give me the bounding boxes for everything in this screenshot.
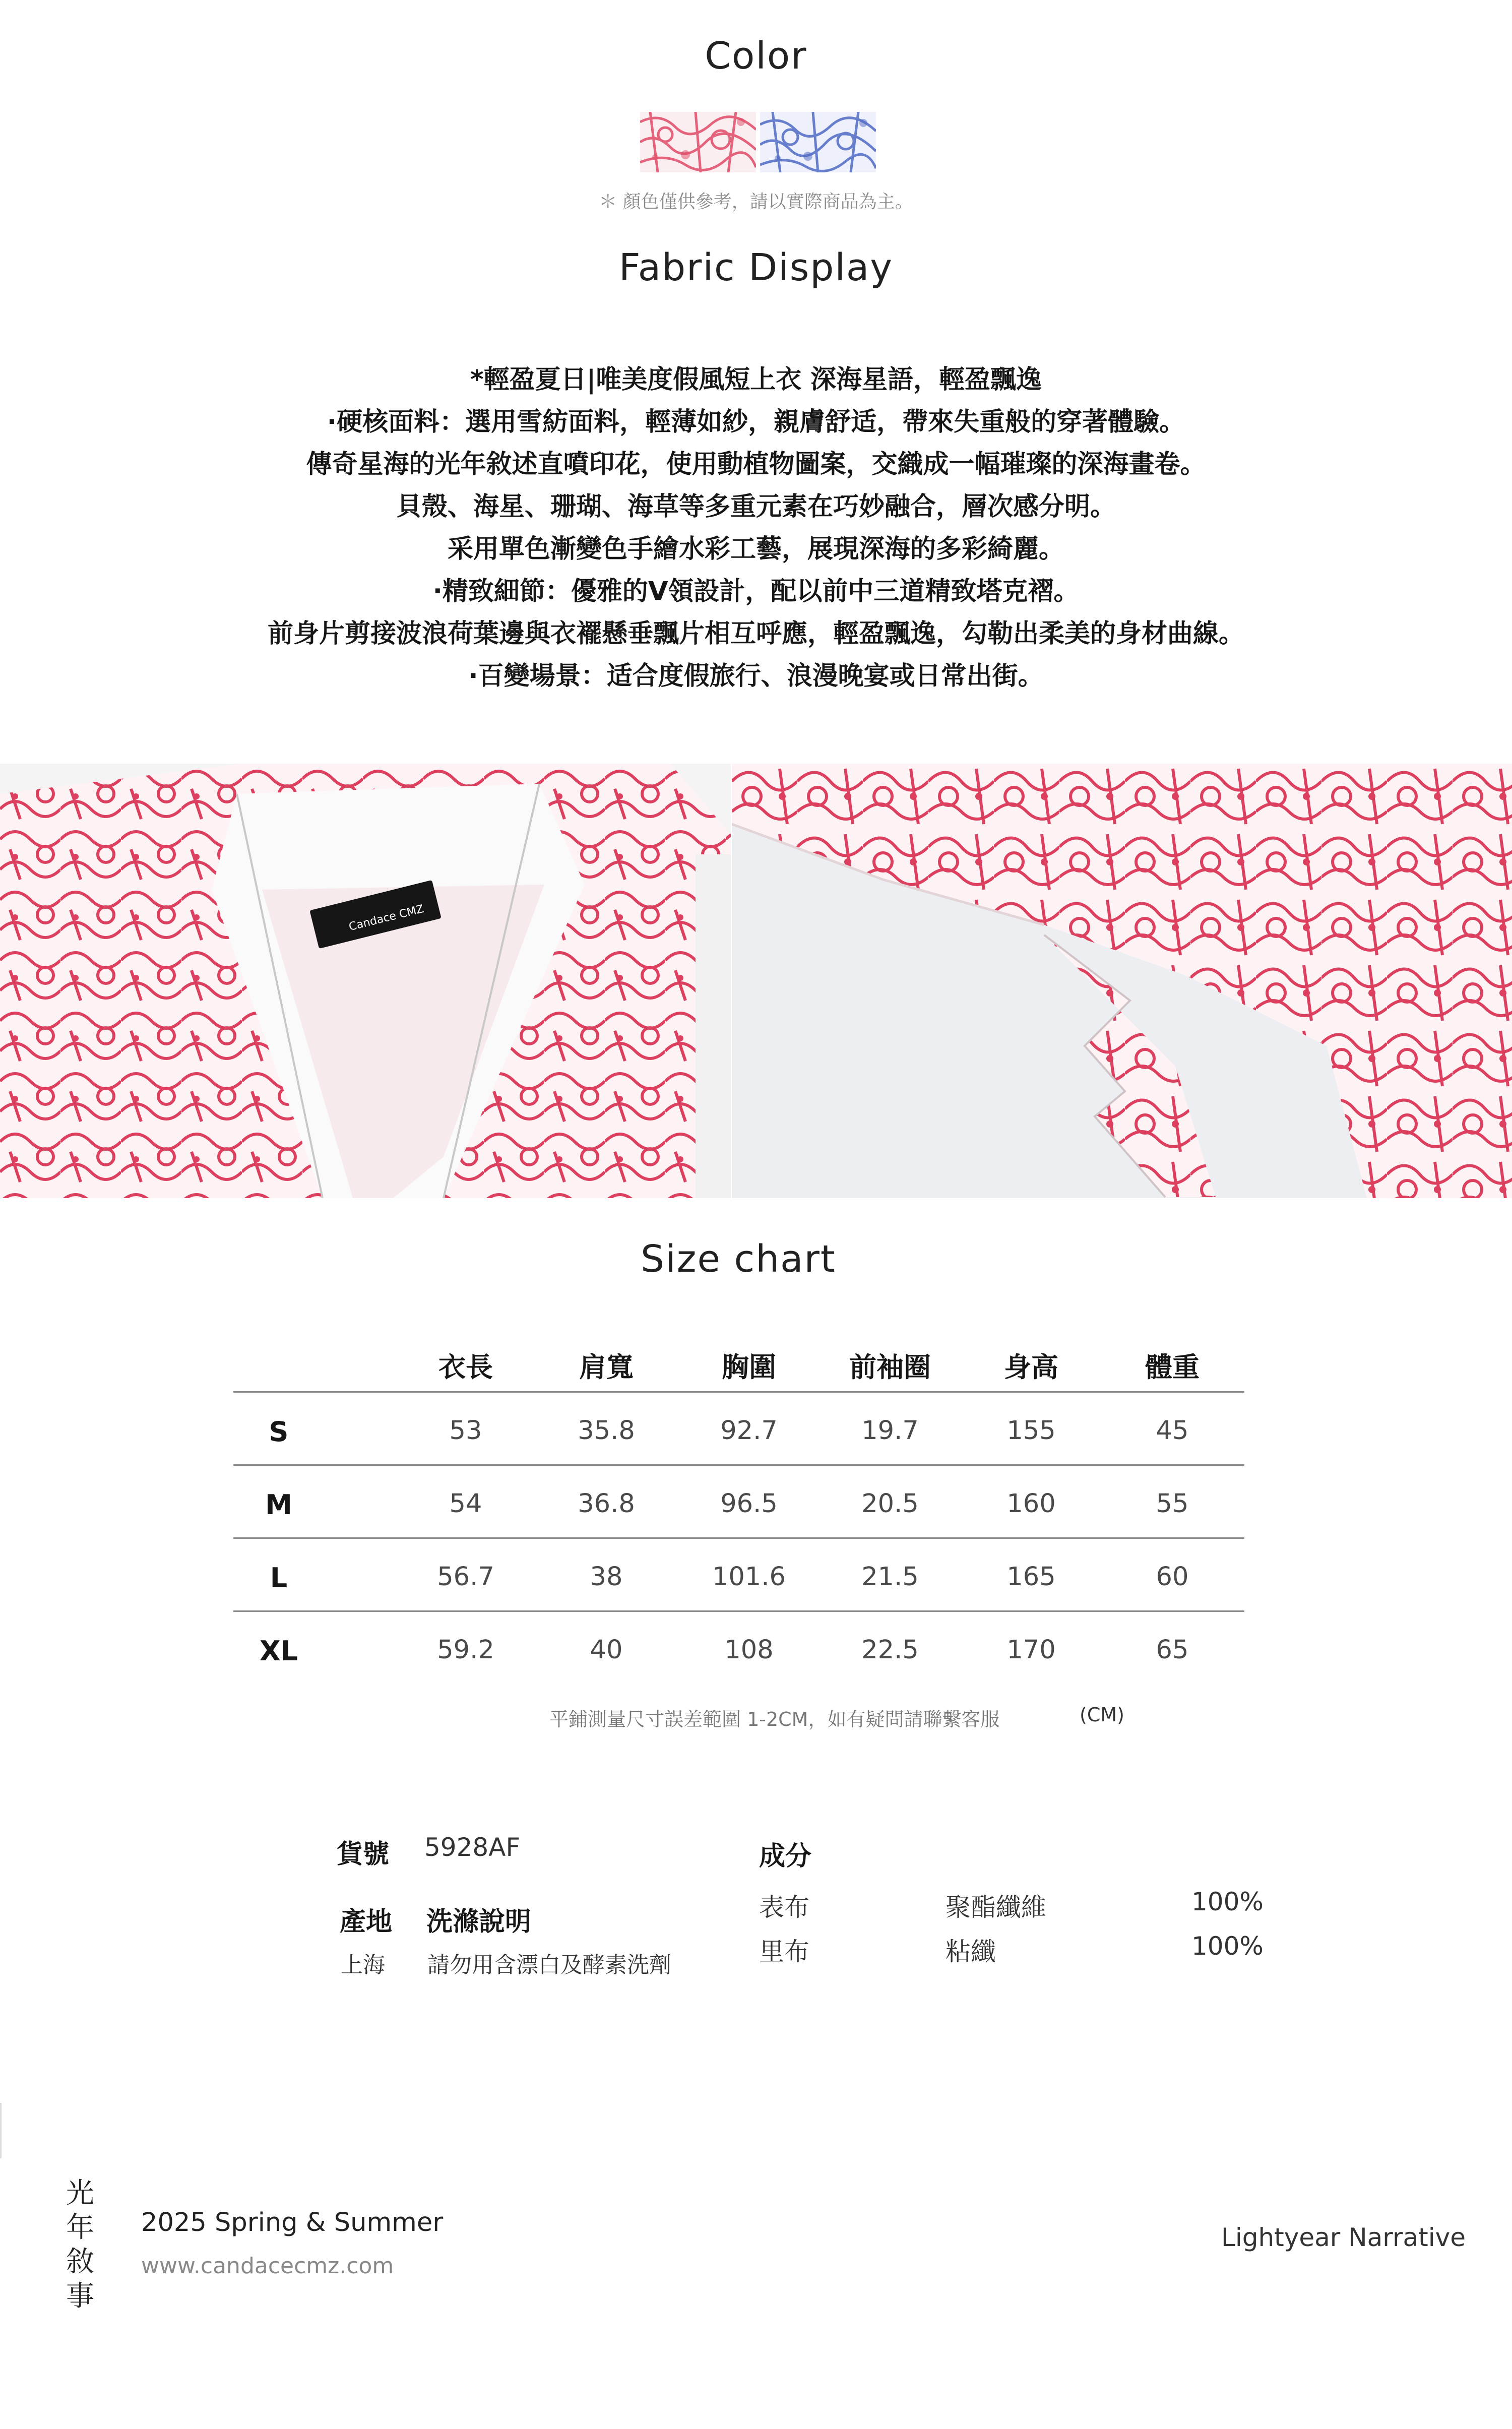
origin-value: 上海 — [341, 1952, 385, 1978]
cell-armhole: 19.7 — [861, 1416, 919, 1446]
cell-height: 170 — [1006, 1635, 1056, 1665]
header-armhole: 前袖圈 — [849, 1351, 931, 1383]
cell-armhole: 22.5 — [861, 1635, 919, 1665]
table-row — [233, 1391, 1244, 1464]
cell-height: 165 — [1006, 1562, 1056, 1592]
desc-line-1: *輕盈夏日|唯美度假風短上衣 深海星語，輕盈飄逸 — [470, 365, 1042, 395]
cell-armhole: 20.5 — [861, 1489, 919, 1519]
cell-length: 54 — [449, 1489, 482, 1519]
footer-divider — [0, 2103, 2, 2158]
cell-weight: 55 — [1156, 1489, 1189, 1519]
neckline-detail-photo — [0, 764, 731, 1198]
desc-line-4: 貝殼、海星、珊瑚、海草等多重元素在巧妙融合，層次感分明。 — [396, 492, 1116, 522]
cell-bust: 108 — [724, 1635, 774, 1665]
cell-height: 160 — [1006, 1489, 1056, 1519]
care-value: 請勿用含漂白及酵素洗劑 — [427, 1952, 671, 1978]
garment-label-text: Candace CMZ — [347, 902, 425, 934]
care-label: 洗滌說明 — [426, 1907, 532, 1937]
footer-season: 2025 Spring & Summer — [141, 2208, 444, 2237]
desc-line-7: 前身片剪接波浪荷葉邊與衣襬懸垂飄片相互呼應，輕盈飄逸，勾勒出柔美的身材曲線。 — [267, 619, 1244, 649]
composition-percent-shell: 100% — [1191, 1887, 1264, 1916]
composition-material-shell: 聚酯纖維 — [946, 1893, 1046, 1922]
composition-label: 成分 — [759, 1841, 812, 1872]
header-weight: 體重 — [1145, 1351, 1200, 1383]
header-length: 衣長 — [438, 1351, 493, 1383]
header-shoulder: 肩寬 — [579, 1351, 634, 1383]
ruffle-detail-photo — [732, 764, 1512, 1198]
size-chart-title: Size chart — [641, 1237, 836, 1281]
cell-bust: 101.6 — [712, 1562, 786, 1592]
table-row — [233, 1610, 1244, 1684]
cell-bust: 96.5 — [720, 1489, 778, 1519]
fabric-description — [0, 359, 1512, 698]
cell-height: 155 — [1006, 1416, 1056, 1446]
vertical-char: 年 — [66, 2211, 94, 2244]
color-swatch-pink[interactable] — [640, 112, 756, 172]
size-chart-table — [233, 1331, 1244, 1684]
item-number-value: 5928AF — [424, 1833, 521, 1862]
header-bust: 胸圍 — [722, 1351, 776, 1383]
fabric-section-title: Fabric Display — [618, 246, 894, 289]
footer-tagline: Lightyear Narrative — [1221, 2223, 1466, 2252]
composition-material-lining: 粘纖 — [946, 1937, 996, 1966]
blue-print-pattern — [760, 112, 876, 172]
desc-line-2: ·硬核面料：選用雪紡面料，輕薄如紗，親膚舒适，帶來失重般的穿著體驗。 — [327, 407, 1185, 437]
composition-percent-lining: 100% — [1191, 1932, 1264, 1961]
size-chart-header-row — [233, 1331, 1244, 1391]
cell-armhole: 21.5 — [861, 1562, 919, 1592]
cell-shoulder: 35.8 — [578, 1416, 635, 1446]
pink-print-pattern — [640, 112, 756, 172]
size-label: S — [269, 1416, 289, 1448]
size-label: M — [265, 1489, 292, 1521]
cell-bust: 92.7 — [720, 1416, 778, 1446]
size-label: XL — [259, 1635, 298, 1667]
cell-length: 56.7 — [437, 1562, 494, 1592]
footer-vertical-title — [62, 2176, 98, 2314]
cell-shoulder: 40 — [590, 1635, 623, 1665]
header-height: 身高 — [1004, 1351, 1058, 1383]
composition-part-lining: 里布 — [759, 1937, 809, 1966]
desc-line-3: 傳奇星海的光年敘述直噴印花，使用動植物圖案，交織成一幅璀璨的深海畫卷。 — [306, 450, 1206, 479]
vertical-char: 敘 — [66, 2246, 94, 2278]
size-label: L — [270, 1562, 288, 1594]
desc-line-8: ·百變場景：适合度假旅行、浪漫晚宴或日常出街。 — [468, 661, 1044, 691]
cell-weight: 45 — [1156, 1416, 1189, 1446]
size-unit: (CM) — [1080, 1704, 1124, 1726]
cell-weight: 65 — [1156, 1635, 1189, 1665]
footer-url-link[interactable]: www.candacecmz.com — [141, 2253, 394, 2279]
color-disclaimer: ＊ 顏色僅供參考，請以實際商品為主。 — [599, 192, 913, 212]
cell-weight: 60 — [1156, 1562, 1189, 1592]
cell-length: 53 — [449, 1416, 482, 1446]
vertical-char: 光 — [66, 2177, 94, 2210]
table-row — [233, 1464, 1244, 1537]
item-number-label: 貨號 — [337, 1839, 390, 1870]
vertical-char: 事 — [66, 2280, 94, 2313]
color-section-title: Color — [705, 34, 807, 78]
size-tolerance-note: 平鋪測量尺寸誤差範圍 1-2CM，如有疑問請聯繫客服 — [549, 1708, 1000, 1730]
color-swatch-blue[interactable] — [760, 112, 876, 172]
table-row — [233, 1537, 1244, 1610]
composition-part-shell: 表布 — [759, 1893, 809, 1922]
desc-line-6: ·精致細節：優雅的V領設計，配以前中三道精致塔克褶。 — [432, 577, 1080, 606]
desc-line-5: 采用單色漸變色手繪水彩工藝，展現深海的多彩綺麗。 — [447, 534, 1064, 564]
cell-shoulder: 36.8 — [578, 1489, 635, 1519]
cell-shoulder: 38 — [590, 1562, 623, 1592]
cell-length: 59.2 — [437, 1635, 494, 1665]
origin-label: 產地 — [340, 1907, 393, 1937]
